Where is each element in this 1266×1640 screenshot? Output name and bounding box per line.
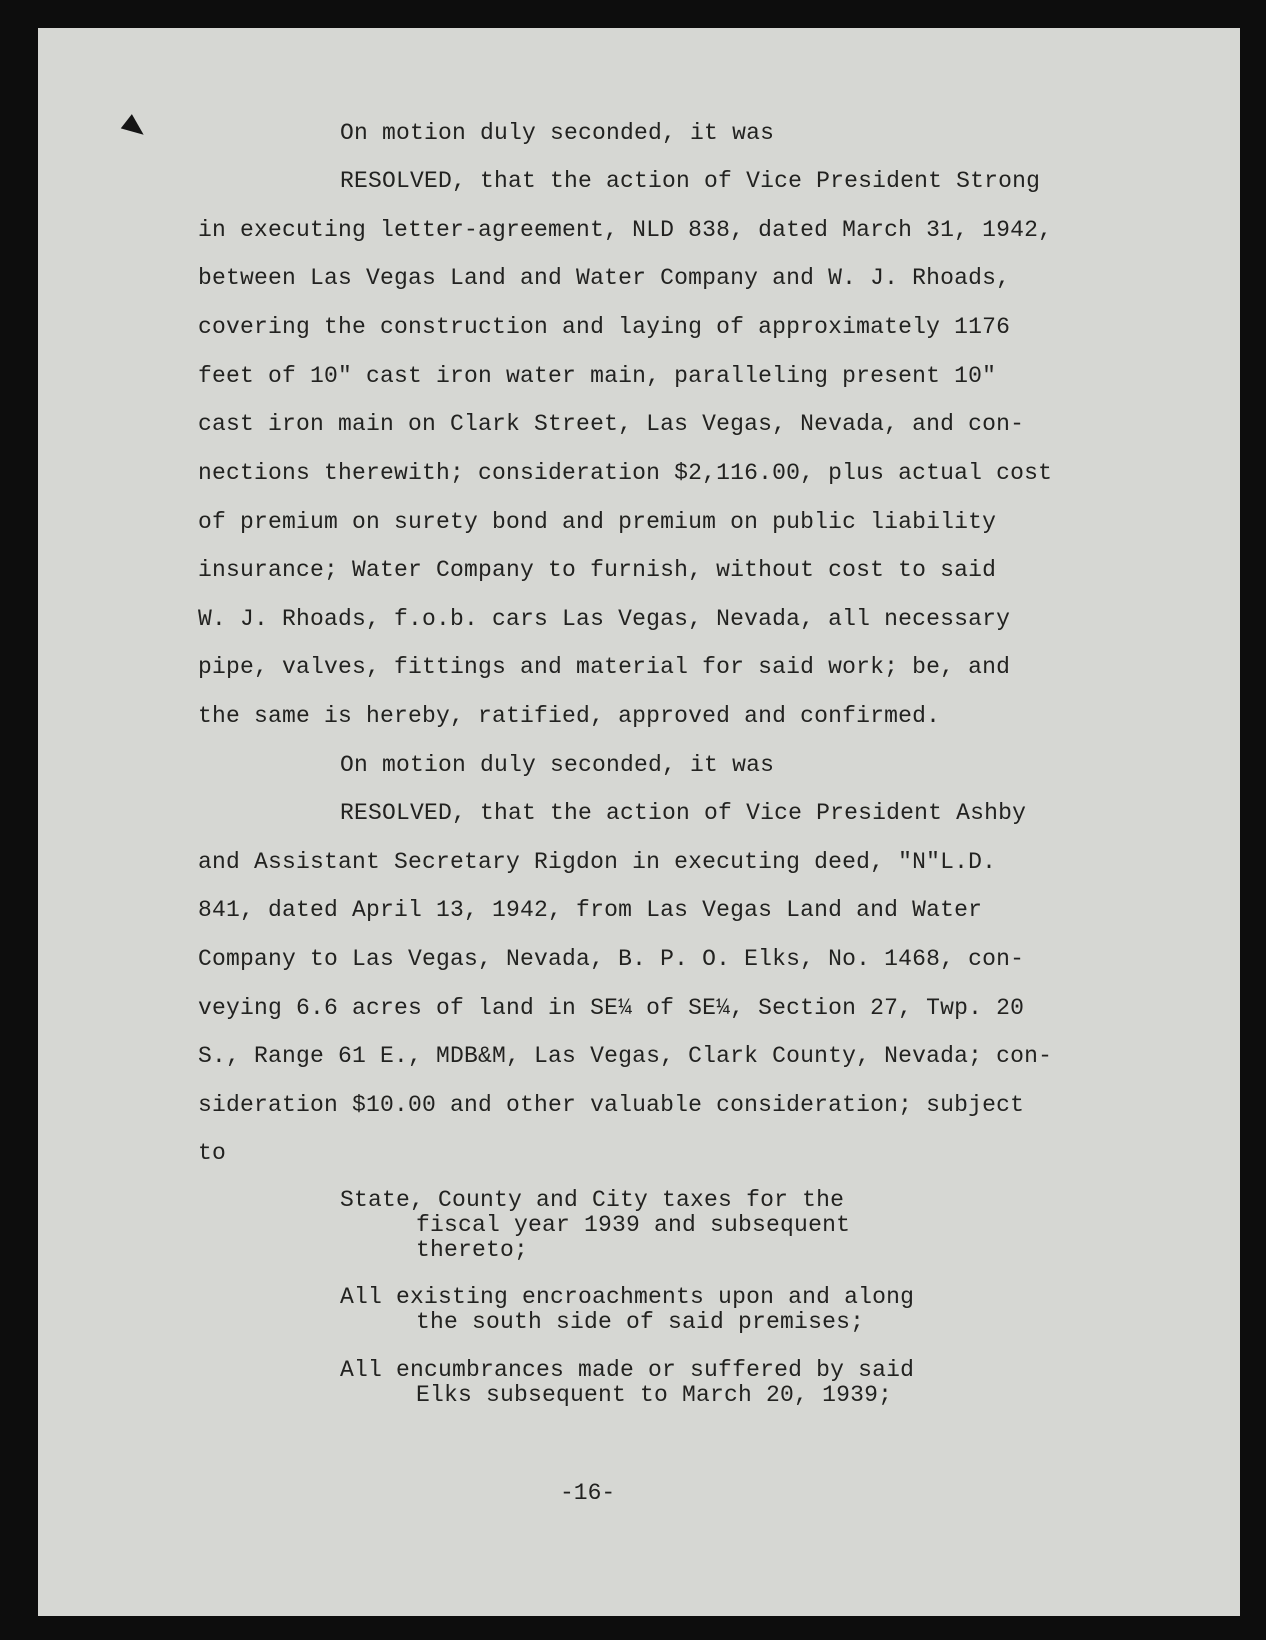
list-item-line: State, County and City taxes for the (340, 1187, 845, 1213)
list-item-line: All encumbrances made or suffered by said (340, 1357, 915, 1383)
text-line: insurance; Water Company to furnish, without cost to said (198, 557, 997, 583)
list-item-line: thereto; (416, 1237, 529, 1263)
list-item-line: fiscal year 1939 and subsequent (416, 1212, 851, 1238)
text-line: cast iron main on Clark Street, Las Vegas, Nevada, and con- (198, 411, 1025, 437)
text-line: 841, dated April 13, 1942, from Las Vegas Land and Water (198, 897, 983, 923)
text-line: between Las Vegas Land and Water Company and W. J. Rhoads, (198, 265, 1011, 291)
text-line: sideration $10.00 and other valuable consideration; subject (198, 1092, 1025, 1118)
text-line: and Assistant Secretary Rigdon in executing deed, "N"L.D. (198, 849, 997, 875)
list-item-line: Elks subsequent to March 20, 1939; (416, 1382, 893, 1408)
text-line: RESOLVED, that the action of Vice President Strong (340, 168, 1041, 194)
text-line: to (198, 1140, 227, 1166)
text-line: On motion duly seconded, it was (340, 120, 775, 146)
document-page (38, 28, 1240, 1616)
text-line: pipe, valves, fittings and material for said work; be, and (198, 654, 1011, 680)
text-line: S., Range 61 E., MDB&M, Las Vegas, Clark County, Nevada; con- (198, 1043, 1053, 1069)
page-number: -16- (560, 1480, 616, 1506)
text-line: Company to Las Vegas, Nevada, B. P. O. Elks, No. 1468, con- (198, 946, 1025, 972)
text-line: W. J. Rhoads, f.o.b. cars Las Vegas, Nevada, all necessary (198, 606, 1011, 632)
text-line: RESOLVED, that the action of Vice President Ashby (340, 800, 1027, 826)
list-item-line: the south side of said premises; (416, 1309, 865, 1335)
text-line: the same is hereby, ratified, approved and confirmed. (198, 703, 941, 729)
arrow-mark-icon (121, 114, 149, 142)
text-line: in executing letter-agreement, NLD 838, dated March 31, 1942, (198, 217, 1053, 243)
text-line: of premium on surety bond and premium on public liability (198, 509, 997, 535)
text-line: nections therewith; consideration $2,116.00, plus actual cost (198, 460, 1053, 486)
list-item-line: All existing encroachments upon and along (340, 1284, 915, 1310)
text-line: On motion duly seconded, it was (340, 752, 775, 778)
text-line: covering the construction and laying of approximately 1176 (198, 314, 1011, 340)
text-line: veying 6.6 acres of land in SE¼ of SE¼, Section 27, Twp. 20 (198, 995, 1025, 1021)
text-line: feet of 10" cast iron water main, paralleling present 10" (198, 363, 997, 389)
